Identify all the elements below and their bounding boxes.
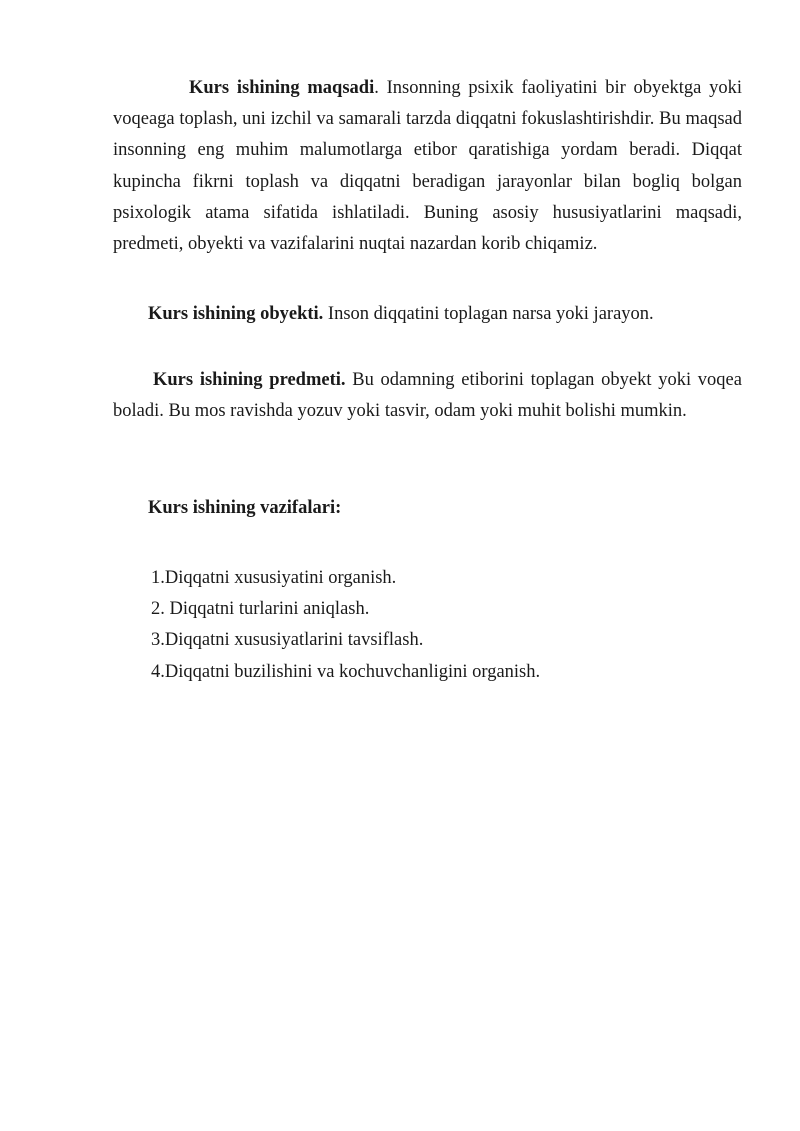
obyekt-text: Inson diqqatini toplagan narsa yoki jarayon. xyxy=(323,304,654,324)
list-item: 2. Diqqatni turlarini aniqlash. xyxy=(151,599,370,620)
maqsad-heading: Kurs ishining maqsadi xyxy=(189,78,375,98)
predmet-heading: Kurs ishining predmeti. xyxy=(153,370,346,390)
list-item: 4.Diqqatni buzilishini va kochuvchanligini organish. xyxy=(151,661,541,682)
predmet-text: Bu odamning etiborini toplagan obyekt yoki voqea boladi. Bu mos ravishda yozuv yoki tasvir, odam yoki muhit bolishi mumkin. xyxy=(113,370,742,422)
maqsad-paragraph xyxy=(113,73,742,260)
vazifalar-heading: Kurs ishining vazifalari: xyxy=(148,498,342,518)
list-item: 3.Diqqatni xususiyatlarini tavsiflash. xyxy=(151,630,424,651)
list-item: 1.Diqqatni xususiyatini organish. xyxy=(151,568,397,588)
maqsad-text: . Insonning psixik faoliyatini bir obyektga yoki voqeaga toplash, uni izchil va samarali tarzda diqqatni fokuslashtirishdir. Bu maqsad insonning eng muhim malumotlarga etibor qaratishiga yordam beradi. Diqqat kupincha fikrni toplash va diqqatni beradigan jarayonlar bilan bogliq bolgan psixologik atama sifatida ishlatiladi. Buning asosiy hususiyatlarini maqsadi, predmeti, obyekti va vazifalarini nuqtai nazardan korib chiqamiz. xyxy=(113,78,743,255)
obyekt-heading: Kurs ishining obyekti. xyxy=(148,304,324,324)
predmet-paragraph xyxy=(113,365,742,427)
obyekt-paragraph xyxy=(113,299,742,330)
vazifalar-list xyxy=(151,563,540,688)
